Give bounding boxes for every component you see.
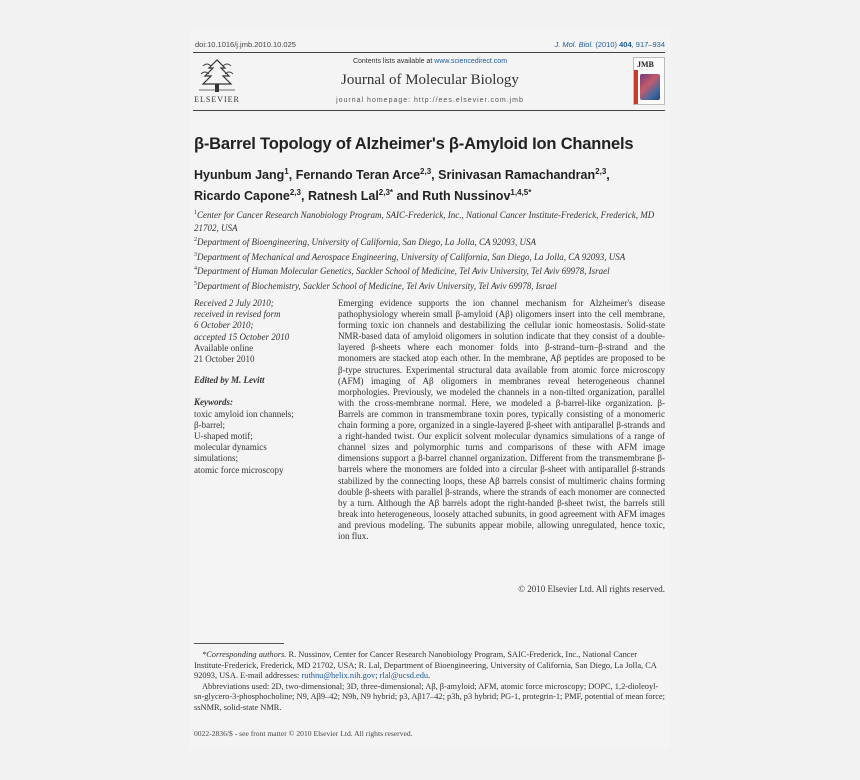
email-link[interactable]: ruthnu@helix.nih.gov: [301, 671, 376, 681]
keyword-list: [194, 409, 329, 476]
email-link[interactable]: rlal@ucsd.edu: [379, 671, 429, 681]
abbreviations-note: Abbreviations used: 2D, two-dimensional; 3D, three-dimensional; Aβ, β-amyloid; AFM, atomic force microscopy; DOPC, 1,2-dioleoyl-sn-glycero-3-phosphocholine; N9, Aβ9–42; N9h, N9 hybrid; p3, Aβ17–42; p3h, p3 hybrid; PG-1, protegrin-1; PMF, potential of mean force; ssNMR, solid-state NMR.: [194, 681, 665, 712]
citation-journal: J. Mol. Biol.: [554, 40, 594, 49]
issn-line: 0022-2836/$ - see front matter © 2010 Elsevier Ltd. All rights reserved.: [194, 729, 413, 738]
footnotes: [194, 650, 666, 714]
citation: [554, 40, 665, 49]
author-affil-marker: 1,4,5*: [510, 188, 532, 198]
affiliation: $^4$Department of Human Molecular Genetics, Sackler School of Medicine, Tel Aviv University, Tel Aviv 69978, Israel: [194, 266, 610, 276]
keyword: simulations;: [194, 453, 239, 464]
cover-stripe: [634, 70, 638, 104]
author-name: Ruth Nussinov: [422, 189, 511, 204]
handling-editor: Edited by M. Levitt: [194, 375, 265, 386]
author-affil-marker: 2,3: [420, 167, 432, 176]
revised-date: 6 October 2010;: [194, 320, 254, 331]
header-rule-bottom: [193, 110, 665, 111]
elsevier-wordmark: ELSEVIER: [194, 95, 240, 104]
citation-year: (2010): [595, 40, 618, 49]
keywords-heading: Keywords:: [194, 397, 233, 408]
affiliations: [194, 207, 666, 292]
author-name: Hyunbum Jang: [194, 168, 285, 183]
journal-title: Journal of Molecular Biology: [341, 72, 519, 88]
affiliation: $^1$Center for Cancer Research Nanobiology Program, SAIC-Frederick, Inc., National Cancer Institute-Frederick, Frederick, MD 21702, USA: [194, 210, 655, 233]
author-affil-marker: 2,3*: [378, 188, 394, 198]
citation-volume: 404: [619, 40, 632, 49]
accepted-date: accepted 15 October 2010: [194, 331, 290, 342]
cover-label: JMB: [637, 60, 654, 69]
copyright-notice: © 2010 Elsevier Ltd. All rights reserved.: [518, 584, 665, 594]
journal-cover-thumbnail: [633, 57, 665, 105]
keyword: U-shaped motif;: [194, 431, 253, 442]
doi-link[interactable]: doi:10.1016/j.jmb.2010.10.025: [195, 40, 296, 49]
online-label: Available online: [194, 342, 254, 353]
abstract-text: Emerging evidence supports the ion channel mechanism for Alzheimer's disease pathophysiology wherein small β-amyloid (Aβ) oligomers insert into the cell membrane, forming toxic ion channels and destabilizing the cellular ionic homeostasis. Solid-state NMR-based data of amyloid oligomers in solution indicate that they consist of a double-layered β-sheets where each monomer folds into β-strand–turn–β-strand and the monomers are stacked atop each other. In the membrane, Aβ peptides are proposed to be β-type structures. Experimental structural data available from atomic force microscopy (AFM) imaging of Aβ oligomers in membranes reveal heterogeneous channel morphologies. Previously, we modeled the channels in a non-tilted organization, parallel with the cross-membrane normal. Here, we modeled a β-barrel-like organization. β-Barrels are common in transmembrane toxin pores, typically consisting of a monomeric chain forming a pore, organized in a single-layered β-sheet with antiparallel β-strands and a right-handed twist. Our explicit solvent molecular dynamics simulations of a range of channel sizes and polymorphic turns and comparisons of these with AFM image dimensions support a β-barrel channel organization. Different from the transmembrane β-barrels where the monomers are folded into a circular β-sheet with antiparallel β-strands stabilized by the connecting loops, these Aβ barrels consist of multimeric chains forming double β-sheets with parallel β-strands, where the strands of each monomer are connected by a turn. Although the Aβ barrels adopt the right-handed β-sheet twist, the barrels still break into heterogeneous, loosely attached subunits, in good agreement with AFM images and previous modeling. The subunits appear mobile, allowing unregulated, hence toxic, ion flux.: [338, 298, 665, 541]
keyword: molecular dynamics: [194, 442, 267, 453]
affiliation: $^3$Department of Mechanical and Aerospace Engineering, University of California, San Diego, La Jolla, CA 92093, USA: [194, 251, 626, 262]
keyword: atomic force microscopy: [194, 464, 284, 475]
author-affil-marker: 2,3: [289, 188, 301, 198]
author-name: Ricardo Capone: [194, 189, 290, 204]
author-name: Ratnesh Lal: [307, 189, 379, 204]
author-affil-marker: 1: [284, 167, 289, 176]
corresponding-author-note: *Corresponding authors. R. Nussinov, Center for Cancer Research Nanobiology Program, SAIC-Frederick, Inc., National Cancer Institute-Frederick, Frederick, MD 21702, USA; R. Lal, Department of Bioengineering, University of California, San Diego, La Jolla, CA 92093, USA. E-mail addresses: ruthnu@helix.nih.gov; rlal@ucsd.edu.: [194, 650, 657, 681]
affiliation: $^5$Department of Biochemistry, Sackler School of Medicine, Tel Aviv University, Tel Aviv 69978, Israel: [194, 280, 557, 291]
article-history: [194, 298, 329, 365]
cover-image: [640, 74, 660, 100]
contents-availability: [0, 58, 860, 65]
affiliation: $^2$Department of Bioengineering, University of California, San Diego, La Jolla, CA 92093, USA: [194, 237, 537, 247]
received-date: Received 2 July 2010;: [194, 298, 274, 308]
journal-homepage[interactable]: journal homepage: http://ees.elsevier.com.jmb: [336, 97, 524, 104]
corresponding-text: R. Nussinov, Center for Cancer Research Nanobiology Program, SAIC-Frederick, Inc., National Cancer Institute-Frederick, Frederick, MD 21702, USA; R. Lal, Department of Bioengineering, University of California, San Diego, La Jolla, CA 92093, USA. E-mail addresses:: [194, 650, 657, 681]
article-title: β-Barrel Topology of Alzheimer's β-Amyloid Ion Channels: [194, 135, 634, 153]
keyword: toxic amyloid ion channels;: [194, 408, 294, 419]
header-rule-top: [193, 52, 665, 53]
keyword: β-barrel;: [194, 419, 226, 430]
author-list: Hyunbum Jang$^1$, Fernando Teran Arce$^{2,3}$, Srinivasan Ramachandran$^{2,3}$, Ricardo Capone$^{2,3}$, Ratnesh Lal$^{2,3*}$ and Ruth Nussinov$^{1,4,5*}$: [194, 167, 610, 204]
citation-pages: , 917–934: [631, 40, 665, 49]
footnote-divider: [194, 643, 284, 644]
author-affil-marker: 2,3: [595, 167, 607, 176]
author-name: Srinivasan Ramachandran: [438, 168, 596, 183]
author-name: Fernando Teran Arce: [295, 168, 421, 183]
corresponding-label: *Corresponding authors.: [202, 650, 287, 659]
online-date: 21 October 2010: [194, 354, 255, 365]
sciencedirect-link[interactable]: www.sciencedirect.com: [434, 58, 508, 65]
revised-label: received in revised form: [194, 309, 281, 320]
article-info: [194, 298, 329, 476]
contents-prefix: Contents lists available at: [352, 58, 435, 65]
